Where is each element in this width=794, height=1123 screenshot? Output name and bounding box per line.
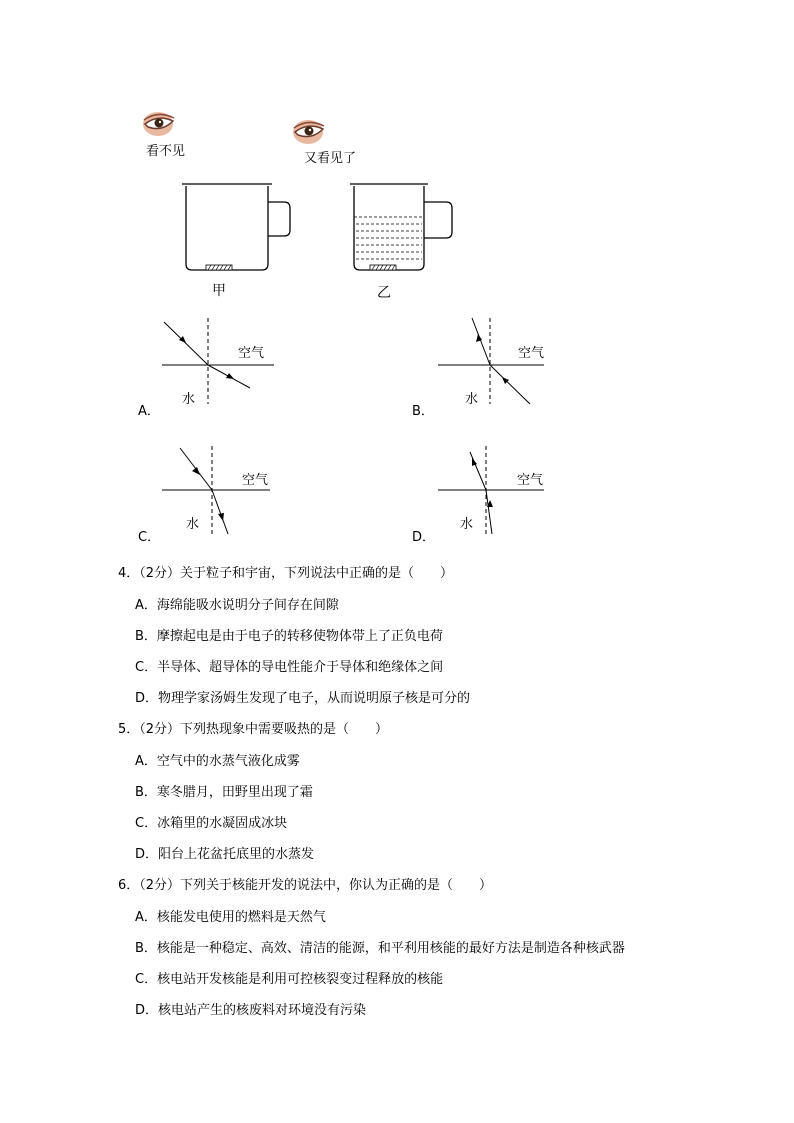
cup-left-label: 甲 bbox=[212, 283, 226, 299]
air-label-b: 空气 bbox=[518, 346, 545, 361]
question-5-number: 5． bbox=[118, 722, 140, 737]
air-label-c: 空气 bbox=[242, 473, 269, 488]
question-4-number: 4． bbox=[118, 566, 140, 581]
eye-left-icon bbox=[140, 108, 180, 138]
eye-right-label: 又看见了 bbox=[304, 151, 357, 166]
refraction-diagram-c bbox=[158, 444, 278, 536]
question-4-option-b: B．摩擦起电是由于电子的转移使物体带上了正负电荷 bbox=[135, 629, 443, 644]
eye-right-icon bbox=[290, 116, 330, 146]
water-label-b: 水 bbox=[465, 392, 479, 407]
water-label-a: 水 bbox=[182, 392, 196, 407]
question-6-option-c: C．核电站开发核能是利用可控核裂变过程释放的核能 bbox=[135, 972, 444, 987]
eye-left-label: 看不见 bbox=[146, 144, 186, 159]
air-label-d: 空气 bbox=[517, 473, 544, 488]
cup-right-label: 乙 bbox=[377, 285, 391, 301]
refraction-diagram-d bbox=[434, 444, 554, 536]
option-c-label: C． bbox=[138, 530, 161, 545]
water-label-c: 水 bbox=[186, 517, 200, 532]
question-4 bbox=[118, 562, 453, 581]
cup-empty-diagram bbox=[180, 180, 295, 275]
question-6-option-a: A．核能发电使用的燃料是天然气 bbox=[135, 910, 326, 925]
question-4-option-d: D．物理学家汤姆生发现了电子，从而说明原子核是可分的 bbox=[135, 691, 471, 706]
question-5-stem: （2分）下列热现象中需要吸热的是（ ） bbox=[139, 722, 389, 737]
question-5-option-b: B．寒冬腊月，田野里出现了霜 bbox=[135, 785, 313, 800]
question-5 bbox=[118, 718, 388, 737]
question-6 bbox=[118, 874, 492, 893]
question-5-option-d: D．阳台上花盆托底里的水蒸发 bbox=[135, 847, 315, 862]
question-6-stem: （2分）下列关于核能开发的说法中，你认为正确的是（ ） bbox=[139, 878, 493, 893]
air-label-a: 空气 bbox=[238, 346, 265, 361]
question-6-option-b: B．核能是一种稳定、高效、清洁的能源，和平利用核能的最好方法是制造各种核武器 bbox=[135, 941, 625, 956]
option-a-label: A． bbox=[138, 404, 160, 419]
question-5-option-c: C．冰箱里的水凝固成冰块 bbox=[135, 816, 288, 831]
question-6-number: 6． bbox=[118, 878, 140, 893]
water-label-d: 水 bbox=[460, 517, 474, 532]
question-4-stem: （2分）关于粒子和宇宙，下列说法中正确的是（ ） bbox=[139, 566, 454, 581]
question-5-option-a: A．空气中的水蒸气液化成雾 bbox=[135, 754, 300, 769]
option-d-label: D． bbox=[412, 530, 436, 545]
option-b-label: B． bbox=[412, 404, 434, 419]
question-6-option-d: D．核电站产生的核废料对环境没有污染 bbox=[135, 1003, 367, 1018]
question-4-option-c: C．半导体、超导体的导电性能介于导体和绝缘体之间 bbox=[135, 660, 444, 675]
question-4-option-a: A．海绵能吸水说明分子间存在间隙 bbox=[135, 598, 339, 613]
cup-water-diagram bbox=[344, 180, 459, 275]
